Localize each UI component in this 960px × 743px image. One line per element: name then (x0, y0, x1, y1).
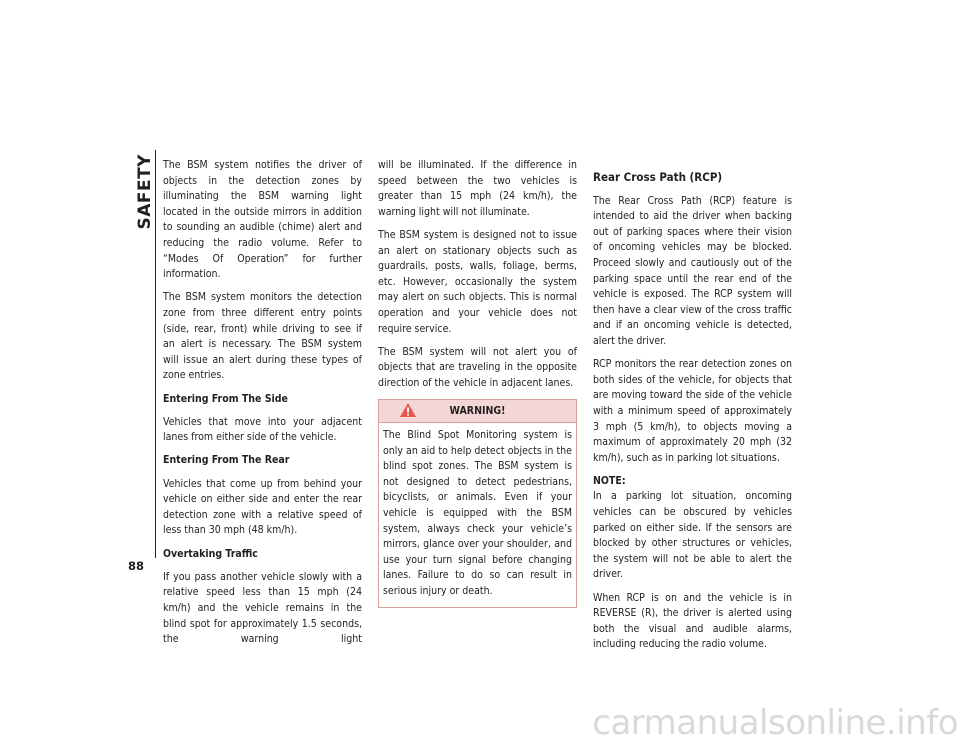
paragraph: The BSM system will not alert you of objects that are traveling in the opposite direction of the vehicle in adjacent lanes. (378, 345, 577, 389)
paragraph: When RCP is on and the vehicle is in REVERSE (R), the driver is alerted using both the visual and audible alarms, including reducing the radio volume. (593, 591, 792, 651)
subheading-entering-rear: Entering From The Rear (163, 454, 290, 467)
paragraph: The BSM system is designed not to issue an alert on stationary objects such as guardrails, posts, walls, foliage, berms, etc. However, occasionally the system may alert on such objects. This is normal operation and your vehicle does not require service. (378, 228, 577, 335)
text-column-left (163, 158, 362, 655)
paragraph: Vehicles that come up from behind your vehicle on either side and enter the rear detection zone with a relative speed of less than 30 mph (48 km/h). (163, 477, 362, 537)
paragraph: The Rear Cross Path (RCP) feature is intended to aid the driver when backing out of parking spaces where their vision of oncoming vehicles may be blocked. Proceed slowly and cautiously out of the parking space until the rear end of the vehicle is exposed. The RCP system will then have a clear view of the cross traffic and if an oncoming vehicle is detected, alert the driver. (593, 194, 792, 347)
paragraph: The BSM system monitors the detection zone from three different entry points (side, rear, front) while driving to see if an alert is necessary. The BSM system will issue an alert during these types of zone entries. (163, 291, 362, 382)
paragraph: The BSM system notifies the driver of objects in the detection zones by illuminating the BSM warning light located in the outside mirrors in addition to sounding an audible (chime) alert and reducing the radio volume. Refer to “Modes Of Operation” for further information. (163, 159, 362, 281)
subheading-entering-side: Entering From The Side (163, 392, 288, 405)
subheading-overtaking-traffic: Overtaking Traffic (163, 547, 258, 560)
warning-triangle-icon (399, 402, 417, 418)
paragraph: Vehicles that move into your adjacent lanes from either side of the vehicle. (163, 415, 362, 444)
warning-box (378, 399, 577, 608)
warning-header (379, 400, 576, 423)
heading-rear-cross-path: Rear Cross Path (RCP) (593, 170, 723, 184)
text-column-right (593, 170, 792, 661)
paragraph: If you pass another vehicle slowly with a relative speed less than 15 mph (24 km/h) and the vehicle remains in the blind spot for approximately 1.5 seconds, the warning light (163, 570, 362, 646)
watermark-text: carmanualsonline.info (592, 703, 958, 743)
page-number: 88 (128, 559, 145, 573)
text-column-middle (378, 158, 577, 608)
warning-title: WARNING! (449, 405, 506, 418)
note-body: In a parking lot situation, oncoming vehicles can be obscured by vehicles parked on either side. If the sensors are blocked by other structures or vehicles, the system will not be able to alert the driver. (593, 490, 792, 581)
warning-body (379, 423, 576, 607)
paragraph: will be illuminated. If the difference in speed between the two vehicles is greater than 15 mph (24 km/h), the warning light will not illuminate. (378, 159, 577, 218)
paragraph: RCP monitors the rear detection zones on both sides of the vehicle, for objects that are moving toward the side of the vehicle with a minimum speed of approximately 3 mph (5 km/h), to objects moving a maximum of approximately 20 mph (32 km/h), such as in parking lot situations. (593, 358, 792, 464)
section-title: SAFETY (135, 154, 155, 230)
note-label: NOTE: (593, 474, 626, 487)
warning-text: The Blind Spot Monitoring system is only an aid to help detect objects in the blind spot zones. The BSM system is not designed to detect pedestrians, bicyclists, or animals. Even if your vehicle is equipped with the BSM system, always check your vehicle’s mirrors, glance over your shoulder, and use your turn signal before changing lanes. Failure to do so can result in serious injury or death. (383, 429, 572, 598)
